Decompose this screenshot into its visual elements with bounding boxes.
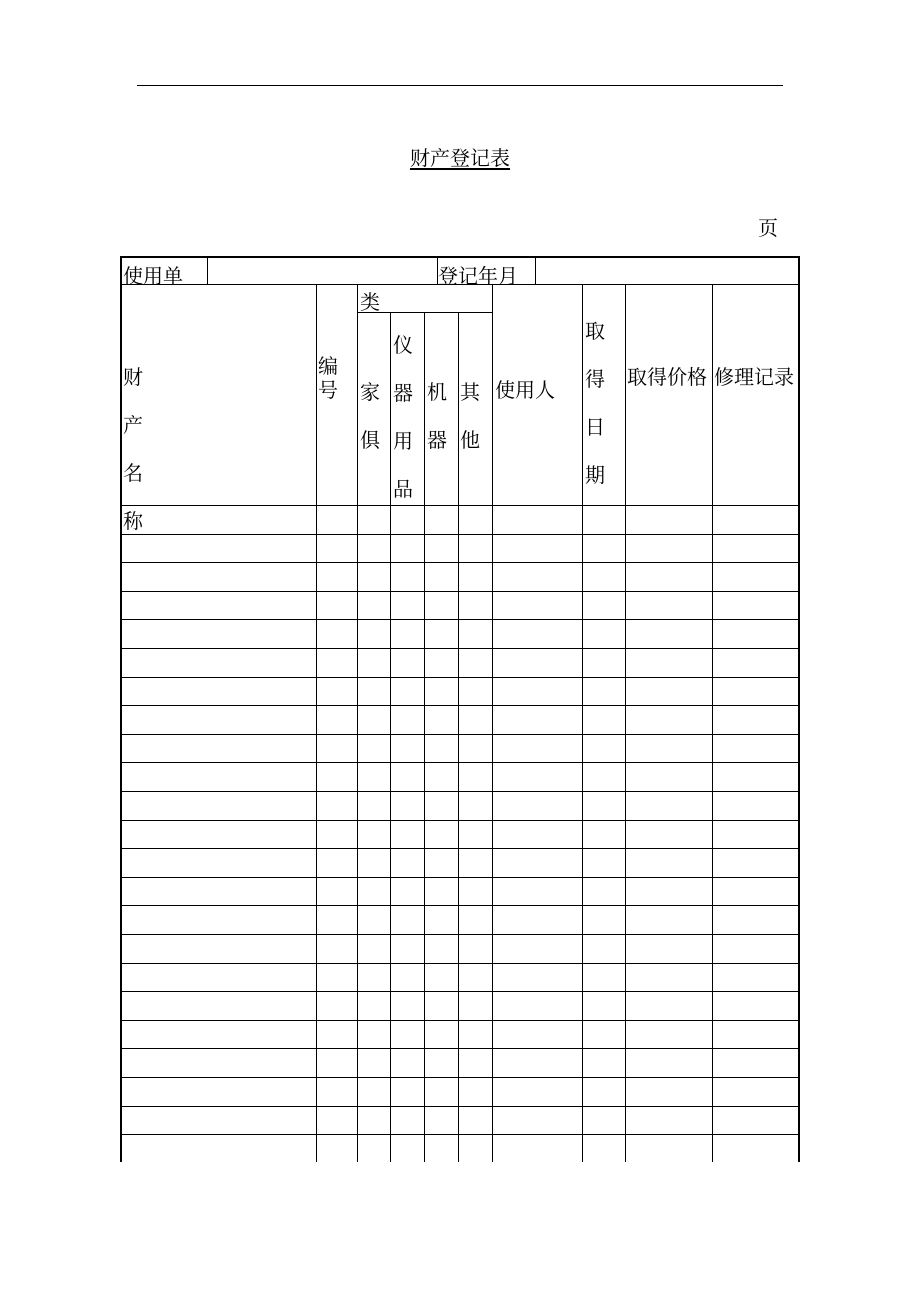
table-cell[interactable]: [358, 935, 390, 963]
table-cell[interactable]: [317, 1135, 357, 1162]
info-row-bottom: [120, 284, 800, 285]
table-cell[interactable]: [358, 506, 390, 534]
table-cell[interactable]: [459, 706, 492, 734]
table-cell[interactable]: [713, 1107, 800, 1134]
table-cell[interactable]: [317, 649, 357, 677]
table-cell[interactable]: [583, 906, 625, 934]
table-cell[interactable]: [317, 821, 357, 848]
table-cell[interactable]: [425, 821, 458, 848]
table-cell[interactable]: [121, 849, 316, 877]
table-cell[interactable]: [317, 992, 357, 1020]
table-cell[interactable]: [493, 792, 582, 820]
table-cell[interactable]: [493, 878, 582, 905]
table-cell[interactable]: [493, 821, 582, 848]
table-cell[interactable]: [121, 1021, 316, 1048]
table-cell[interactable]: [713, 935, 800, 963]
table-cell[interactable]: [493, 620, 582, 648]
table-cell[interactable]: [391, 792, 424, 820]
table-cell[interactable]: [121, 535, 316, 562]
table-cell[interactable]: [121, 620, 316, 648]
table-cell[interactable]: [493, 649, 582, 677]
table-cell[interactable]: [391, 620, 424, 648]
table-cell[interactable]: [121, 506, 316, 534]
table-cell[interactable]: [583, 763, 625, 791]
table-cell[interactable]: [425, 649, 458, 677]
table-cell[interactable]: [583, 592, 625, 619]
table-cell[interactable]: [358, 535, 390, 562]
table-cell[interactable]: [317, 620, 357, 648]
user-unit-label: 使用单: [123, 264, 183, 284]
table-cell[interactable]: [391, 878, 424, 905]
table-cell[interactable]: [459, 1135, 492, 1162]
table-cell[interactable]: [425, 1107, 458, 1134]
table-cell[interactable]: [626, 506, 712, 534]
table-cell[interactable]: [121, 1049, 316, 1077]
table-cell[interactable]: [425, 1049, 458, 1077]
table-cell[interactable]: [391, 592, 424, 619]
header-category: 类: [360, 290, 380, 314]
table-cell[interactable]: [121, 878, 316, 905]
table-cell[interactable]: [358, 649, 390, 677]
table-cell[interactable]: [626, 563, 712, 591]
table-cell[interactable]: [425, 563, 458, 591]
table-cell[interactable]: [713, 821, 800, 848]
table-cell[interactable]: [425, 535, 458, 562]
table-cell[interactable]: [626, 792, 712, 820]
table-cell[interactable]: [583, 849, 625, 877]
table-cell[interactable]: [493, 964, 582, 991]
table-cell[interactable]: [493, 535, 582, 562]
table-cell[interactable]: [358, 592, 390, 619]
table-cell[interactable]: [459, 620, 492, 648]
table-cell[interactable]: [121, 763, 316, 791]
table-cell[interactable]: [425, 620, 458, 648]
table-cell[interactable]: [317, 906, 357, 934]
table-cell[interactable]: [391, 935, 424, 963]
table-cell[interactable]: [459, 792, 492, 820]
table-cell[interactable]: [583, 535, 625, 562]
table-cell[interactable]: [358, 878, 390, 905]
table-cell[interactable]: [583, 821, 625, 848]
table-cell[interactable]: [317, 563, 357, 591]
table-cell[interactable]: [583, 735, 625, 762]
table-cell[interactable]: [317, 1021, 357, 1048]
table-cell[interactable]: [425, 964, 458, 991]
header-asset-name: 财 产 名 称: [123, 365, 243, 533]
table-cell[interactable]: [425, 935, 458, 963]
table-cell[interactable]: [626, 678, 712, 705]
table-cell[interactable]: [583, 678, 625, 705]
table-cell[interactable]: [358, 1107, 390, 1134]
table-cell[interactable]: [459, 649, 492, 677]
table-cell[interactable]: [358, 992, 390, 1020]
table-cell[interactable]: [493, 849, 582, 877]
table-cell[interactable]: [459, 878, 492, 905]
table-cell[interactable]: [358, 1021, 390, 1048]
table-cell[interactable]: [317, 935, 357, 963]
table-cell[interactable]: [493, 935, 582, 963]
table-cell[interactable]: [626, 906, 712, 934]
table-cell[interactable]: [391, 763, 424, 791]
table-cell[interactable]: [713, 849, 800, 877]
table-cell[interactable]: [391, 964, 424, 991]
table-cell[interactable]: [425, 592, 458, 619]
table-cell[interactable]: [358, 792, 390, 820]
table-cell[interactable]: [425, 678, 458, 705]
table-cell[interactable]: [583, 563, 625, 591]
table-cell[interactable]: [713, 1135, 800, 1162]
table-cell[interactable]: [713, 878, 800, 905]
table-cell[interactable]: [358, 735, 390, 762]
table-cell[interactable]: [317, 849, 357, 877]
table-cell[interactable]: [626, 1107, 712, 1134]
table-cell[interactable]: [713, 1078, 800, 1106]
table-cell[interactable]: [459, 592, 492, 619]
table-cell[interactable]: [317, 792, 357, 820]
table-cell[interactable]: [626, 1078, 712, 1106]
table-cell[interactable]: [459, 906, 492, 934]
table-cell[interactable]: [713, 620, 800, 648]
table-cell[interactable]: [626, 821, 712, 848]
table-cell[interactable]: [358, 678, 390, 705]
table-cell[interactable]: [583, 792, 625, 820]
table-cell[interactable]: [583, 1049, 625, 1077]
table-cell[interactable]: [391, 1135, 424, 1162]
table-cell[interactable]: [425, 735, 458, 762]
table-cell[interactable]: [493, 763, 582, 791]
table-cell[interactable]: [459, 821, 492, 848]
header-instruments: 仪 器 用 品: [393, 333, 413, 501]
table-cell[interactable]: [626, 964, 712, 991]
table-cell[interactable]: [358, 1049, 390, 1077]
table-cell[interactable]: [459, 678, 492, 705]
table-cell[interactable]: [121, 1078, 316, 1106]
header-rule: [137, 85, 783, 86]
header-acquire-date: 取 得 日 期: [585, 319, 605, 487]
table-cell[interactable]: [583, 1021, 625, 1048]
table-cell[interactable]: [317, 678, 357, 705]
table-cell[interactable]: [493, 1135, 582, 1162]
header-furniture: 家 俱: [360, 380, 380, 452]
table-cell[interactable]: [583, 1135, 625, 1162]
table-cell[interactable]: [626, 878, 712, 905]
table-cell[interactable]: [391, 992, 424, 1020]
table-cell[interactable]: [317, 535, 357, 562]
table-cell[interactable]: [493, 1049, 582, 1077]
table-cell[interactable]: [626, 1135, 712, 1162]
table-cell[interactable]: [459, 935, 492, 963]
table-cell[interactable]: [425, 792, 458, 820]
table-cell[interactable]: [391, 821, 424, 848]
table-cell[interactable]: [626, 992, 712, 1020]
header-repair-record: 修理记录: [714, 365, 794, 389]
table-cell[interactable]: [459, 563, 492, 591]
table-cell[interactable]: [583, 506, 625, 534]
table-cell[interactable]: [317, 735, 357, 762]
table-cell[interactable]: [493, 592, 582, 619]
table-cell[interactable]: [583, 878, 625, 905]
table-cell[interactable]: [459, 535, 492, 562]
table-cell[interactable]: [493, 1107, 582, 1134]
header-user: 使用人: [495, 378, 555, 402]
table-cell[interactable]: [493, 1021, 582, 1048]
table-cell[interactable]: [425, 1078, 458, 1106]
table-cell[interactable]: [391, 678, 424, 705]
table-cell[interactable]: [459, 506, 492, 534]
table-cell[interactable]: [425, 992, 458, 1020]
table-cell[interactable]: [121, 792, 316, 820]
user-unit-field[interactable]: [208, 257, 436, 284]
page-label: 页: [758, 216, 778, 240]
table-cell[interactable]: [121, 1135, 316, 1162]
table-cell[interactable]: [425, 1135, 458, 1162]
table-cell[interactable]: [493, 506, 582, 534]
table-cell[interactable]: [713, 992, 800, 1020]
table-cell[interactable]: [626, 706, 712, 734]
table-cell[interactable]: [713, 706, 800, 734]
asset-register-table: [120, 256, 800, 1162]
table-cell[interactable]: [358, 620, 390, 648]
document-title: 财产登记表: [410, 146, 510, 170]
table-cell[interactable]: [626, 763, 712, 791]
table-cell[interactable]: [626, 620, 712, 648]
table-cell[interactable]: [583, 935, 625, 963]
table-cell[interactable]: [713, 592, 800, 619]
table-cell[interactable]: [626, 649, 712, 677]
table-cell[interactable]: [121, 1107, 316, 1134]
table-cell[interactable]: [391, 649, 424, 677]
table-cell[interactable]: [121, 592, 316, 619]
table-cell[interactable]: [425, 1021, 458, 1048]
table-cell[interactable]: [493, 906, 582, 934]
table-cell[interactable]: [713, 906, 800, 934]
table-cell[interactable]: [317, 1078, 357, 1106]
table-cell[interactable]: [713, 964, 800, 991]
table-cell[interactable]: [358, 1135, 390, 1162]
table-cell[interactable]: [626, 1049, 712, 1077]
table-cell[interactable]: [425, 878, 458, 905]
table-cell[interactable]: [713, 563, 800, 591]
table-cell[interactable]: [121, 706, 316, 734]
table-cell[interactable]: [626, 849, 712, 877]
table-cell[interactable]: [459, 992, 492, 1020]
table-cell[interactable]: [317, 506, 357, 534]
table-cell[interactable]: [583, 649, 625, 677]
table-cell[interactable]: [358, 1078, 390, 1106]
table-cell[interactable]: [391, 535, 424, 562]
table-cell[interactable]: [583, 1107, 625, 1134]
table-cell[interactable]: [583, 706, 625, 734]
table-cell[interactable]: [391, 563, 424, 591]
table-cell[interactable]: [583, 992, 625, 1020]
table-cell[interactable]: [391, 906, 424, 934]
table-cell[interactable]: [391, 1107, 424, 1134]
table-cell[interactable]: [425, 906, 458, 934]
table-cell[interactable]: [317, 964, 357, 991]
table-cell[interactable]: [583, 964, 625, 991]
table-cell[interactable]: [121, 735, 316, 762]
table-cell[interactable]: [358, 964, 390, 991]
table-cell[interactable]: [459, 1049, 492, 1077]
table-cell[interactable]: [493, 678, 582, 705]
table-cell[interactable]: [425, 763, 458, 791]
table-cell[interactable]: [626, 535, 712, 562]
table-cell[interactable]: [459, 1021, 492, 1048]
table-cell[interactable]: [459, 964, 492, 991]
table-cell[interactable]: [121, 935, 316, 963]
table-cell[interactable]: [626, 592, 712, 619]
table-cell[interactable]: [358, 763, 390, 791]
table-cell[interactable]: [425, 506, 458, 534]
table-cell[interactable]: [713, 735, 800, 762]
table-cell[interactable]: [317, 592, 357, 619]
register-date-field[interactable]: [536, 257, 798, 284]
table-cell[interactable]: [391, 506, 424, 534]
table-cell[interactable]: [391, 1078, 424, 1106]
table-cell[interactable]: [493, 1078, 582, 1106]
table-cell[interactable]: [358, 821, 390, 848]
header-machinery: 机 器: [427, 380, 447, 452]
header-number: 编 号: [318, 354, 338, 402]
table-cell[interactable]: [713, 678, 800, 705]
header-acquire-price: 取得价格: [627, 365, 707, 389]
table-cell[interactable]: [713, 506, 800, 534]
table-cell[interactable]: [121, 906, 316, 934]
table-cell[interactable]: [713, 649, 800, 677]
table-cell[interactable]: [459, 849, 492, 877]
table-cell[interactable]: [358, 906, 390, 934]
table-cell[interactable]: [358, 849, 390, 877]
table-cell[interactable]: [713, 1049, 800, 1077]
table-cell[interactable]: [459, 1078, 492, 1106]
table-cell[interactable]: [391, 849, 424, 877]
table-cell[interactable]: [391, 706, 424, 734]
table-cell[interactable]: [358, 706, 390, 734]
table-cell[interactable]: [713, 792, 800, 820]
table-cell[interactable]: [121, 678, 316, 705]
table-cell[interactable]: [391, 735, 424, 762]
header-other: 其 他: [460, 380, 480, 452]
table-cell[interactable]: [317, 763, 357, 791]
register-date-label: 登记年月: [438, 264, 518, 284]
table-cell[interactable]: [713, 535, 800, 562]
table-cell[interactable]: [121, 964, 316, 991]
table-cell[interactable]: [493, 706, 582, 734]
table-cell[interactable]: [121, 563, 316, 591]
table-cell[interactable]: [425, 706, 458, 734]
table-cell[interactable]: [459, 735, 492, 762]
table-cell[interactable]: [317, 706, 357, 734]
table-cell[interactable]: [391, 1021, 424, 1048]
table-cell[interactable]: [493, 563, 582, 591]
table-cell[interactable]: [626, 935, 712, 963]
table-cell[interactable]: [459, 1107, 492, 1134]
table-cell[interactable]: [121, 992, 316, 1020]
table-cell[interactable]: [493, 735, 582, 762]
table-cell[interactable]: [583, 620, 625, 648]
table-cell[interactable]: [713, 1021, 800, 1048]
table-cell[interactable]: [713, 763, 800, 791]
table-cell[interactable]: [317, 878, 357, 905]
table-cell[interactable]: [425, 849, 458, 877]
table-cell[interactable]: [317, 1107, 357, 1134]
table-cell[interactable]: [317, 1049, 357, 1077]
table-cell[interactable]: [583, 1078, 625, 1106]
table-cell[interactable]: [121, 821, 316, 848]
table-cell[interactable]: [391, 1049, 424, 1077]
table-cell[interactable]: [493, 992, 582, 1020]
table-cell[interactable]: [358, 563, 390, 591]
table-cell[interactable]: [626, 735, 712, 762]
table-cell[interactable]: [626, 1021, 712, 1048]
table-cell[interactable]: [459, 763, 492, 791]
table-cell[interactable]: [121, 649, 316, 677]
